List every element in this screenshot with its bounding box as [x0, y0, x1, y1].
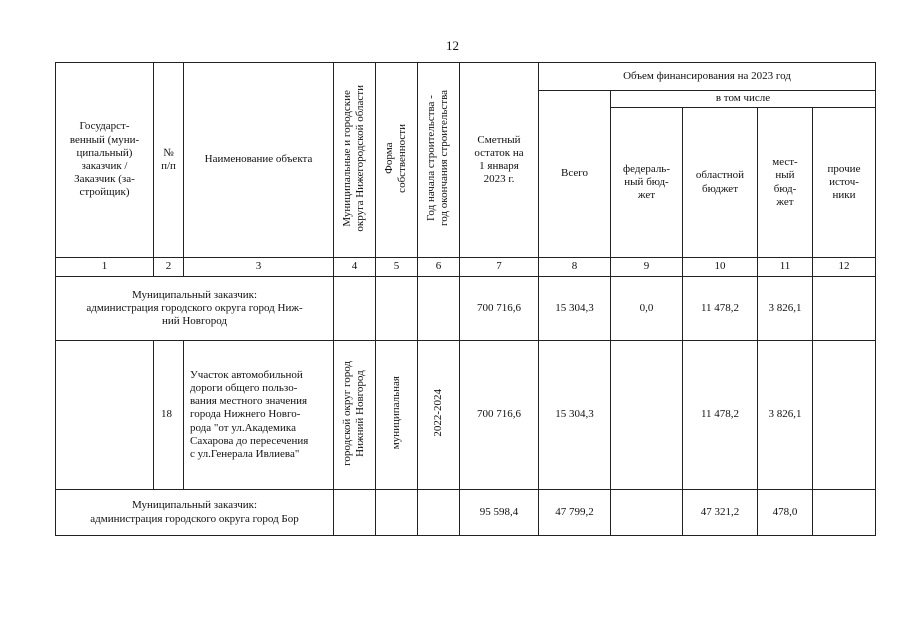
column-number: 1	[56, 258, 154, 277]
financing-table	[55, 62, 876, 536]
object-name: Участок автомобильной дороги общего пользо- вания местного значения города Нижнего Новго- рода "от ул.Академика Сахарова до пересечения с ул.Генерала Ивлиева"	[184, 341, 334, 490]
group-regional: 47 321,2	[683, 490, 758, 536]
header-financing: Объем финансирования на 2023 год	[539, 63, 876, 91]
group-row-bor	[56, 490, 876, 536]
object-local: 3 826,1	[758, 341, 813, 490]
column-number: 9	[611, 258, 683, 277]
group-total: 47 799,2	[539, 490, 611, 536]
header-object-name: Наименование объекта	[184, 63, 334, 258]
column-number-row	[56, 258, 876, 277]
group-local: 478,0	[758, 490, 813, 536]
group-estimate-balance: 95 598,4	[460, 490, 539, 536]
column-number: 11	[758, 258, 813, 277]
group-years-cell	[418, 277, 460, 341]
object-row	[56, 341, 876, 490]
object-ownership: муниципальная	[376, 341, 418, 490]
object-other	[813, 341, 876, 490]
header-including: в том числе	[611, 91, 876, 108]
column-number: 3	[184, 258, 334, 277]
group-federal: 0,0	[611, 277, 683, 341]
header-number: № п/п	[154, 63, 184, 258]
group-ownership-cell	[376, 490, 418, 536]
header-ownership: Форма собственности	[376, 63, 418, 258]
group-total: 15 304,3	[539, 277, 611, 341]
header-customer: Государст- венный (муни- ципальный) заказчик / Заказчик (за- стройщик)	[56, 63, 154, 258]
group-customer-label: Муниципальный заказчик: администрация городского округа город Бор	[56, 490, 334, 536]
group-other	[813, 277, 876, 341]
group-municipality-cell	[334, 277, 376, 341]
group-local: 3 826,1	[758, 277, 813, 341]
header-regional: областной бюджет	[683, 108, 758, 258]
column-number: 10	[683, 258, 758, 277]
group-row-nizhny-novgorod	[56, 277, 876, 341]
column-number: 7	[460, 258, 539, 277]
group-customer-label: Муниципальный заказчик: администрация городского округа город Ниж- ний Новгород	[56, 277, 334, 341]
header-estimate-balance: Сметный остаток на 1 января 2023 г.	[460, 63, 539, 258]
group-federal	[611, 490, 683, 536]
header-federal: федераль- ный бюд- жет	[611, 108, 683, 258]
column-number: 2	[154, 258, 184, 277]
column-number: 12	[813, 258, 876, 277]
column-number: 8	[539, 258, 611, 277]
header-municipality: Муниципальные и городские округа Нижегородской области	[334, 63, 376, 258]
object-federal	[611, 341, 683, 490]
header-total: Всего	[539, 91, 611, 258]
object-years: 2022-2024	[418, 341, 460, 490]
group-municipality-cell	[334, 490, 376, 536]
object-number: 18	[154, 341, 184, 490]
group-ownership-cell	[376, 277, 418, 341]
header-local: мест- ный бюд- жет	[758, 108, 813, 258]
group-other	[813, 490, 876, 536]
object-customer-cell	[56, 341, 154, 490]
group-years-cell	[418, 490, 460, 536]
column-number: 4	[334, 258, 376, 277]
group-regional: 11 478,2	[683, 277, 758, 341]
object-municipality: городской округ город Нижний Новгород	[334, 341, 376, 490]
header-other: прочие источ- ники	[813, 108, 876, 258]
page-number: 12	[446, 38, 459, 53]
header-row-1	[56, 63, 876, 91]
object-regional: 11 478,2	[683, 341, 758, 490]
column-number: 5	[376, 258, 418, 277]
object-total: 15 304,3	[539, 341, 611, 490]
header-years: Год начала строительства - год окончания строительства	[418, 63, 460, 258]
object-estimate-balance: 700 716,6	[460, 341, 539, 490]
column-number: 6	[418, 258, 460, 277]
group-estimate-balance: 700 716,6	[460, 277, 539, 341]
